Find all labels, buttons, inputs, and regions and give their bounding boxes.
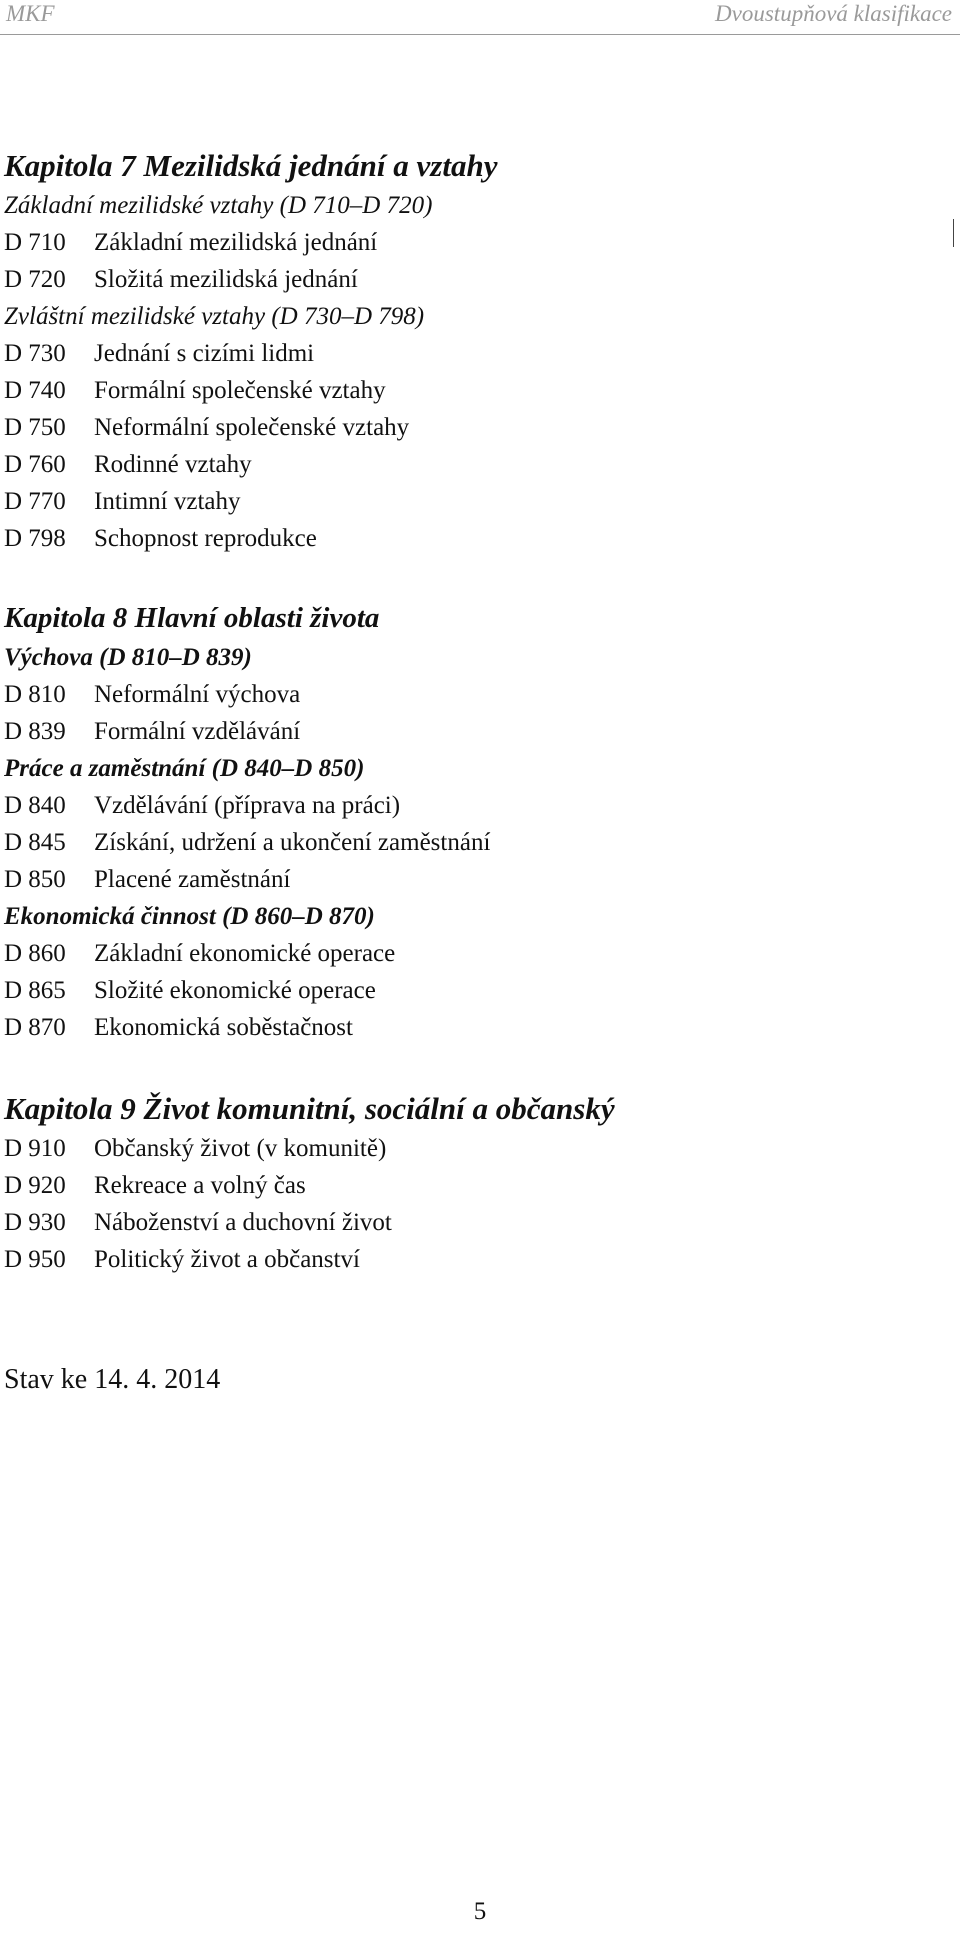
section-title: Ekonomická činnost (D 860–D 870) xyxy=(4,903,375,930)
item-code: D 850 xyxy=(4,866,66,893)
item-code: D 930 xyxy=(4,1209,66,1236)
item-code: D 865 xyxy=(4,977,66,1004)
page-number: 5 xyxy=(473,1898,487,1925)
list-item xyxy=(4,1241,944,1278)
item-name: Formální společenské vztahy xyxy=(94,377,386,404)
list-item xyxy=(4,409,944,446)
header-left-text: MKF xyxy=(6,1,55,26)
list-item xyxy=(4,483,944,520)
list-item xyxy=(4,713,944,750)
list-item xyxy=(4,1204,944,1241)
item-code: D 710 xyxy=(4,229,66,256)
chapter-9-title: Kapitola 9 Život komunitní, sociální a občanský xyxy=(4,1091,615,1126)
item-code: D 720 xyxy=(4,266,66,293)
item-code: D 845 xyxy=(4,829,66,856)
item-name: Získání, udržení a ukončení zaměstnání xyxy=(94,829,491,856)
item-code: D 798 xyxy=(4,525,66,552)
item-name: Placené zaměstnání xyxy=(94,866,291,893)
item-name: Politický život a občanství xyxy=(94,1246,360,1273)
item-code: D 950 xyxy=(4,1246,66,1273)
item-name: Neformální výchova xyxy=(94,681,301,708)
item-name: Náboženství a duchovní život xyxy=(94,1209,392,1236)
item-name: Občanský život (v komunitě) xyxy=(94,1135,387,1162)
item-code: D 750 xyxy=(4,414,66,441)
list-item xyxy=(4,972,944,1009)
section-title: Základní mezilidské vztahy (D 710–D 720) xyxy=(4,192,433,219)
list-item xyxy=(4,261,944,298)
item-name: Základní ekonomické operace xyxy=(94,940,396,967)
list-item xyxy=(4,676,944,713)
item-name: Složité ekonomické operace xyxy=(94,977,376,1004)
list-item xyxy=(4,1009,944,1046)
list-item xyxy=(4,372,944,409)
item-code: D 760 xyxy=(4,451,66,478)
item-name: Formální vzdělávání xyxy=(94,718,301,745)
status-date: Stav ke 14. 4. 2014 xyxy=(4,1364,221,1395)
section-title: Výchova (D 810–D 839) xyxy=(4,644,252,671)
item-code: D 870 xyxy=(4,1014,66,1041)
item-name: Jednání s cizími lidmi xyxy=(94,340,315,367)
item-code: D 810 xyxy=(4,681,66,708)
item-name: Složitá mezilidská jednání xyxy=(94,266,358,293)
item-code: D 730 xyxy=(4,340,66,367)
chapter-8-title: Kapitola 8 Hlavní oblasti života xyxy=(4,602,380,634)
revision-mark xyxy=(953,219,954,247)
item-code: D 740 xyxy=(4,377,66,404)
list-item xyxy=(4,861,944,898)
item-name: Základní mezilidská jednání xyxy=(94,229,378,256)
item-name: Intimní vztahy xyxy=(94,488,241,515)
item-code: D 770 xyxy=(4,488,66,515)
page-header xyxy=(0,0,960,35)
item-name: Ekonomická soběstačnost xyxy=(94,1014,353,1041)
chapter-7-title: Kapitola 7 Mezilidská jednání a vztahy xyxy=(4,148,498,183)
item-code: D 860 xyxy=(4,940,66,967)
item-name: Vzdělávání (příprava na práci) xyxy=(94,792,401,819)
item-name: Schopnost reprodukce xyxy=(94,525,317,552)
document-body xyxy=(4,145,944,1400)
list-item xyxy=(4,1167,944,1204)
item-code: D 910 xyxy=(4,1135,66,1162)
list-item xyxy=(4,1130,944,1167)
item-code: D 839 xyxy=(4,718,66,745)
list-item xyxy=(4,335,944,372)
header-right-text: Dvoustupňová klasifikace xyxy=(715,1,952,26)
list-item xyxy=(4,935,944,972)
item-name: Rodinné vztahy xyxy=(94,451,252,478)
item-name: Rekreace a volný čas xyxy=(94,1172,306,1199)
list-item xyxy=(4,224,944,261)
item-name: Neformální společenské vztahy xyxy=(94,414,410,441)
list-item xyxy=(4,824,944,861)
item-code: D 920 xyxy=(4,1172,66,1199)
section-title: Práce a zaměstnání (D 840–D 850) xyxy=(4,755,365,782)
section-title: Zvláštní mezilidské vztahy (D 730–D 798) xyxy=(4,303,425,330)
list-item xyxy=(4,446,944,483)
list-item xyxy=(4,520,944,557)
list-item xyxy=(4,787,944,824)
item-code: D 840 xyxy=(4,792,66,819)
